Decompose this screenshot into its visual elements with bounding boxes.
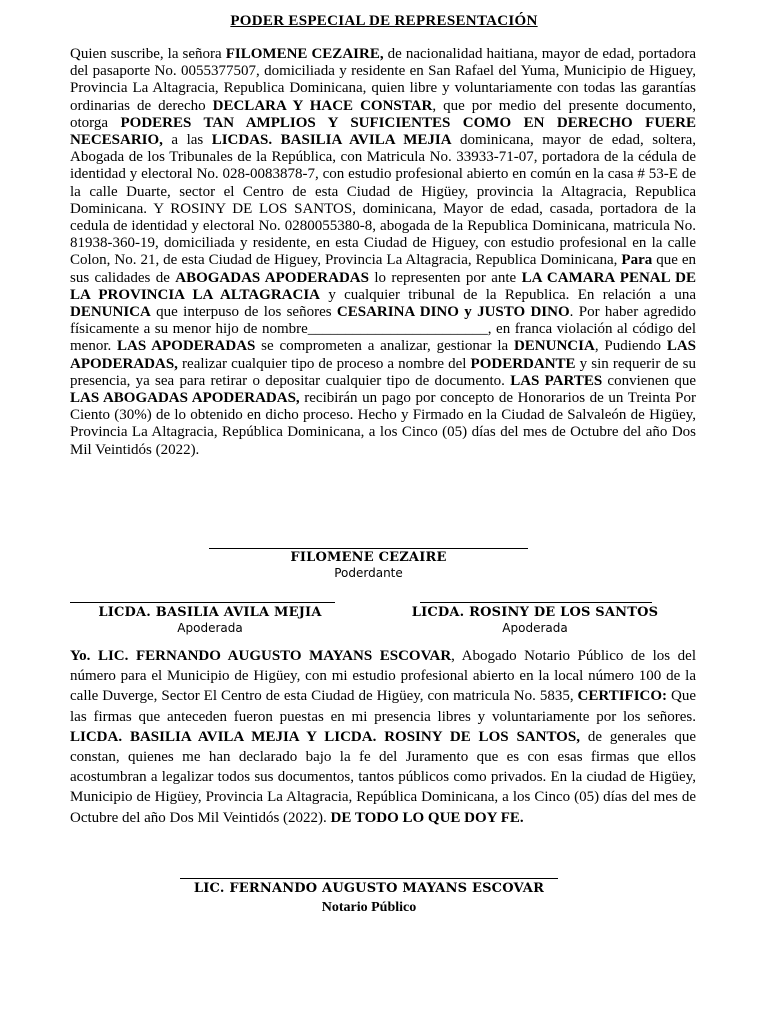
- body-bold-run: LAS ABOGADAS APODERADAS,: [70, 390, 300, 407]
- apoderada1-name: LICDA. BASILIA AVILA MEJIA: [98, 605, 322, 620]
- body-text-run: , Pudiendo: [594, 338, 667, 355]
- body-text-run: a las: [162, 132, 212, 149]
- notary-text-run: Que las firmas que anteceden fueron puestas en mi presencia libres y voluntariamente por los señores.: [70, 688, 696, 725]
- body-bold-run: PODERES TAN AMPLIOS Y SUFICIENTES COMO EN DERECHO FUERE NECESARIO,: [70, 114, 696, 149]
- apoderada1-signature-line: [70, 602, 335, 603]
- body-text-run: lo representen por ante: [368, 269, 522, 286]
- poderdante-name: FILOMENE CEZAIRE: [290, 550, 447, 565]
- body-text-run: y cualquier tribunal de la Republica.: [320, 286, 578, 303]
- body-text-run: recibirán un pago por concepto de Honorarios de un Treinta Por Ciento (30%) de lo obtenido en dicho proceso. Hecho y Firmado en la Ciudad de Salvaleón de Higüey, Provincia La Altagracia, República Dominicana, a los Cinco (05) días del mes de Octubre del año Dos Mil Veintidós (2022).: [70, 390, 696, 458]
- apoderada2-name: LICDA. ROSINY DE LOS SANTOS: [411, 605, 659, 620]
- body-text-run: . Por haber agredido físicamente a su menor hijo de nombre________________________, en franca violación al código del menor.: [70, 304, 696, 355]
- body-bold-run: DENUNICA: [70, 304, 151, 321]
- body-bold-run: DECLARA Y HACE CONSTAR: [212, 97, 433, 114]
- body-bold-run: PODERDANTE: [470, 355, 576, 372]
- body-text-run: , que por medio del presente documento, otorga: [70, 97, 696, 131]
- notary-bold-run: CERTIFICO:: [577, 688, 668, 705]
- notary-signature-line: [180, 878, 558, 879]
- poderdante-signature-line: [209, 548, 528, 549]
- notary-bold-run: DE TODO LO QUE DOY FE.: [330, 809, 524, 826]
- body-bold-run: Para: [621, 252, 653, 269]
- body-bold-run: CESARINA DINO y JUSTO DINO: [336, 304, 570, 321]
- body-text-run: , dominicana, Mayor de edad, casada, portadora de la cedula de identidad y electoral No. 0280055380-8, abogada de la Republica Dominicana, matricula No. 81938-360-19, domiciliada y residente, en esta Ciudad de Higuey, con estudio profesional en la calle Colon, No. 21, de esta Ciudad de Higuey, Provincia La Altagracia, Republica Dominicana,: [70, 200, 696, 269]
- body-text-run: realizar cualquier tipo de proceso a nombre del: [177, 355, 471, 372]
- body-bold-run: LAS APODERADAS: [117, 338, 256, 355]
- notary-role: Notario Público: [321, 900, 417, 915]
- body-text-run: ROSINY DE LOS SANTOS: [170, 200, 353, 217]
- notary-text-run: , Abogado Notario Público de los del número para el Municipio de Higüey, con mi estudio profesional abierto en la local número 100 de la calle Duverge, Sector El Centro de esta Ciudad de Higüey, con matricula No. 5835,: [70, 648, 696, 705]
- body-bold-run: ABOGADAS APODERADAS: [175, 269, 369, 286]
- document-title: PODER ESPECIAL DE REPRESENTACIÓN: [230, 13, 538, 29]
- body-bold-run: FILOMENE CEZAIRE,: [225, 46, 384, 62]
- body-text-run: Quien suscribe, la señora: [70, 46, 226, 62]
- body-bold-run: DENUNCIA: [513, 338, 595, 355]
- notary-paragraph: [70, 646, 696, 828]
- apoderada1-role: Apoderada: [177, 621, 243, 635]
- notary-bold-run: LICDA. BASILIA AVILA MEJIA Y LICDA. ROSINY DE LOS SANTOS,: [70, 728, 580, 745]
- body-bold-run: LA CAMARA PENAL DE LA PROVINCIA LA ALTAGRACIA: [70, 269, 697, 303]
- body-text-run: dominicana, mayor de edad, soltera, Abogada de los Tribunales de la República, con Matricula No. 33933-71-07, portadora de la cédula de identidad y electoral No. 028-0083878-7, con estudio profesional abierto en común en la casa # 53-E de la calle Duarte, sector el Centro de esta Ciudad de Higüey, provincia la Altagracia, Republica Dominicana. Y: [70, 132, 696, 217]
- apoderada2-role: Apoderada: [502, 621, 568, 635]
- apoderada2-signature-line: [420, 602, 652, 603]
- body-text-run: En relación a una: [577, 286, 696, 303]
- body-text-run: y sin requerir de su presencia, ya sea para retirar o depositar cualquier tipo de documento.: [70, 355, 697, 389]
- notary-text-run: de generales que constan, quienes me han declarado bajo la fe del Juramento que es con esas firmas que ellos acostumbran a legalizar todos sus documentos, tantos públicos como privados. En la ciudad de Higüey, Municipio de Higüey, Provincia La Altagracia, República Dominicana, a los Cinco (05) días del mes de Octubre del año Dos Mil Veintidós (2022).: [70, 728, 696, 826]
- body-paragraph: [70, 46, 696, 459]
- body-text-run: que interpuso de los señores: [150, 304, 337, 321]
- body-bold-run: LAS PARTES: [510, 372, 603, 389]
- body-bold-run: LAS APODERADAS,: [70, 338, 697, 372]
- notary-bold-run: Yo. LIC. FERNANDO AUGUSTO MAYANS ESCOVAR: [70, 648, 452, 664]
- body-text-run: de nacionalidad haitiana, mayor de edad, portadora del pasaporte No. 0055377507, domiciliada y residente en San Rafael del Yuma, Municipio de Higuey, Provincia La Altagracia, Republica Dominicana, quien libre y voluntariamente con todas las garantías ordinarias de derecho: [70, 46, 696, 114]
- body-text-run: se comprometen a analizar, gestionar la: [255, 338, 514, 355]
- power-of-attorney-body: [70, 46, 696, 459]
- body-bold-run: LICDAS. BASILIA AVILA MEJIA: [211, 132, 452, 149]
- notary-name: LIC. FERNANDO AUGUSTO MAYANS ESCOVAR: [193, 881, 545, 896]
- poderdante-role: Poderdante: [334, 566, 403, 580]
- body-text-run: convienen que: [602, 372, 696, 389]
- body-text-run: que en sus calidades de: [70, 252, 696, 286]
- notary-certification: [70, 646, 696, 828]
